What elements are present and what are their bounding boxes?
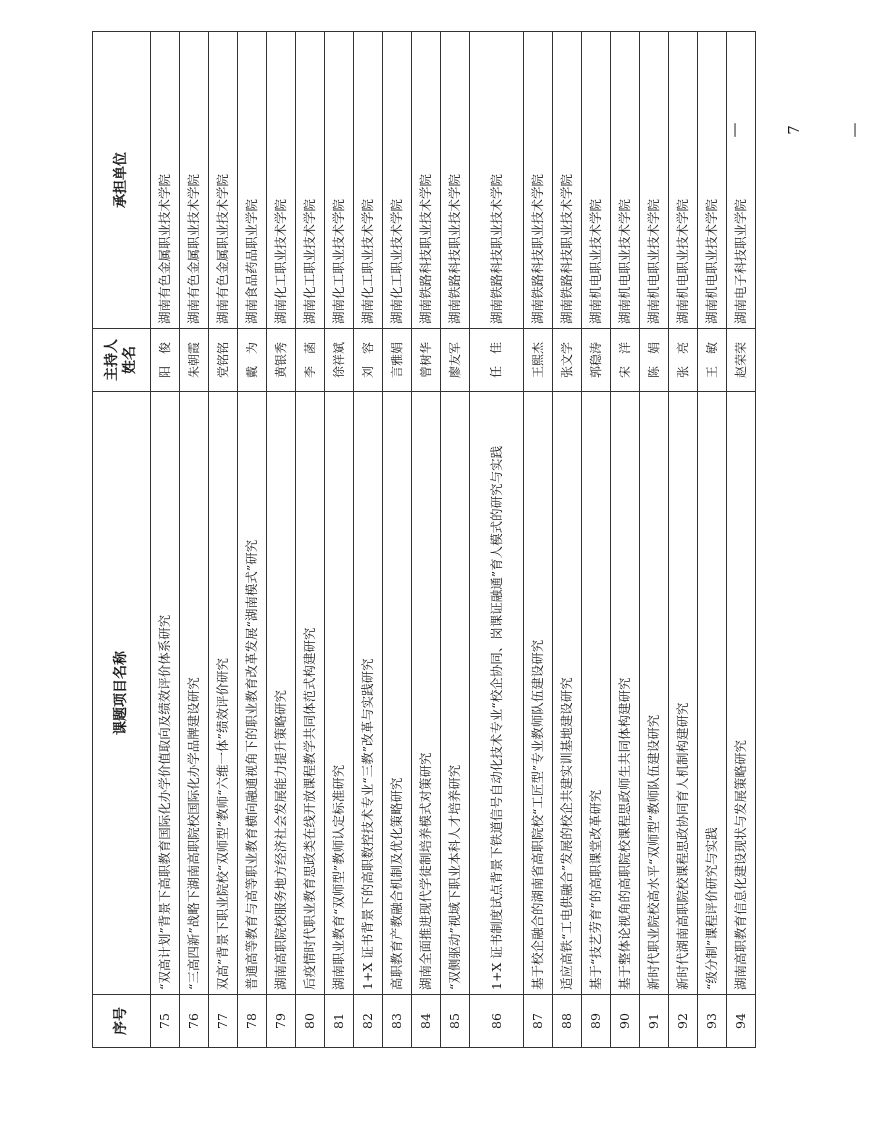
row-number: 85 bbox=[441, 995, 470, 1048]
row-title: 普通高等教育与高等职业教育横向融通视角下的职业教育改革发展“湖南模式”研究 bbox=[238, 392, 267, 995]
row-number: 77 bbox=[209, 995, 238, 1048]
row-host: 陈 娟 bbox=[640, 329, 669, 392]
rotated-table-region bbox=[92, 68, 749, 1048]
table-row bbox=[151, 32, 180, 1048]
table-row bbox=[611, 32, 640, 1048]
row-unit: 湖南化工职业技术学院 bbox=[267, 32, 296, 329]
row-number: 94 bbox=[727, 995, 756, 1048]
row-title: 新时代湖南高职院校课程思政协同育人机制构建研究 bbox=[669, 392, 698, 995]
row-unit: 湖南化工职业技术学院 bbox=[354, 32, 383, 329]
row-unit: 湖南铁路科技职业技术学院 bbox=[553, 32, 582, 329]
row-title: “三高四新”战略下湖南高职院校国际化办学品牌建设研究 bbox=[180, 392, 209, 995]
row-number: 89 bbox=[582, 995, 611, 1048]
row-title: 新时代职业院校高水平“双师型”教师队伍建设研究 bbox=[640, 392, 669, 995]
row-host: 戴 为 bbox=[238, 329, 267, 392]
row-host: 刘 容 bbox=[354, 329, 383, 392]
row-unit: 湖南化工职业技术学院 bbox=[325, 32, 354, 329]
table-row bbox=[524, 32, 553, 1048]
row-number: 75 bbox=[151, 995, 180, 1048]
row-host: 赵荣荣 bbox=[727, 329, 756, 392]
row-host: 朱朝霞 bbox=[180, 329, 209, 392]
row-title: 双高”背景下职业院校“双师型”教师“六维一体”绩效评价研究 bbox=[209, 392, 238, 995]
row-host: 党铭铭 bbox=[209, 329, 238, 392]
row-unit: 湖南化工职业技术学院 bbox=[383, 32, 412, 329]
row-unit: 湖南铁路科技职业技术学院 bbox=[470, 32, 524, 329]
row-unit: 湖南有色金属职业技术学院 bbox=[180, 32, 209, 329]
table-row bbox=[470, 32, 524, 1048]
row-host: 李 菡 bbox=[296, 329, 325, 392]
row-title: 湖南职业教育“双师型”教师认定标准研究 bbox=[325, 392, 354, 995]
row-number: 88 bbox=[553, 995, 582, 1048]
row-host: 徐祥斌 bbox=[325, 329, 354, 392]
row-unit: 湖南机电职业技术学院 bbox=[582, 32, 611, 329]
row-number: 81 bbox=[325, 995, 354, 1048]
row-unit: 湖南铁路科技职业技术学院 bbox=[524, 32, 553, 329]
row-title: 1+X 证书背景下的高职数控技术专业“三教”改革与实践研究 bbox=[354, 392, 383, 995]
row-host: 宋 洋 bbox=[611, 329, 640, 392]
row-number: 82 bbox=[354, 995, 383, 1048]
table-row bbox=[698, 32, 727, 1048]
row-title: 基于整体论视角的高职院校课程思政师生共同体构建研究 bbox=[611, 392, 640, 995]
table-row bbox=[727, 32, 756, 1048]
row-title: 湖南全面推进现代学徒制培养模式对策研究 bbox=[412, 392, 441, 995]
row-host: 任 佳 bbox=[470, 329, 524, 392]
row-number: 91 bbox=[640, 995, 669, 1048]
row-host: 阳 俊 bbox=[151, 329, 180, 392]
row-title: “级分制”课程评价研究与实践 bbox=[698, 392, 727, 995]
row-title: 湖南高职教育信息化建设现状与发展策略研究 bbox=[727, 392, 756, 995]
table-row bbox=[325, 32, 354, 1048]
row-unit: 湖南有色金属职业技术学院 bbox=[209, 32, 238, 329]
row-unit: 湖南机电职业技术学院 bbox=[698, 32, 727, 329]
row-title: 高职教育产教融合机制及优化策略研究 bbox=[383, 392, 412, 995]
row-number: 80 bbox=[296, 995, 325, 1048]
header-title: 课题项目名称 bbox=[93, 392, 151, 995]
row-host: 张文学 bbox=[553, 329, 582, 392]
table-header-row bbox=[93, 32, 151, 1048]
row-host: 王熙杰 bbox=[524, 329, 553, 392]
header-no: 序号 bbox=[93, 995, 151, 1048]
row-number: 86 bbox=[470, 995, 524, 1048]
row-title: 后疫情时代职业教育思政类在线开放课程教学共同体范式构建研究 bbox=[296, 392, 325, 995]
table-row bbox=[669, 32, 698, 1048]
row-host: 言雅娟 bbox=[383, 329, 412, 392]
row-number: 83 bbox=[383, 995, 412, 1048]
row-number: 93 bbox=[698, 995, 727, 1048]
row-unit: 湖南食品药品职业学院 bbox=[238, 32, 267, 329]
project-table bbox=[92, 31, 756, 1048]
row-number: 87 bbox=[524, 995, 553, 1048]
row-unit: 湖南铁路科技职业技术学院 bbox=[412, 32, 441, 329]
row-title: 基于校企融合的湖南省高职院校“工匠型”专业教师队伍建设研究 bbox=[524, 392, 553, 995]
table-row bbox=[553, 32, 582, 1048]
row-unit: 湖南机电职业技术学院 bbox=[640, 32, 669, 329]
row-number: 76 bbox=[180, 995, 209, 1048]
table-row bbox=[441, 32, 470, 1048]
table-row bbox=[296, 32, 325, 1048]
row-unit: 湖南有色金属职业技术学院 bbox=[151, 32, 180, 329]
row-title: 1+X 证书制度试点背景下铁道信号自动化技术专业“校企协同、岗课证融通”育人模式的研究与实践 bbox=[470, 392, 524, 995]
table-row bbox=[383, 32, 412, 1048]
row-unit: 湖南铁路科技职业技术学院 bbox=[441, 32, 470, 329]
row-title: 基于“技艺劳育”的高职课堂改革研究 bbox=[582, 392, 611, 995]
header-unit: 承担单位 bbox=[93, 32, 151, 329]
row-unit: 湖南机电职业技术学院 bbox=[669, 32, 698, 329]
row-host: 郭稳涛 bbox=[582, 329, 611, 392]
row-number: 90 bbox=[611, 995, 640, 1048]
row-number: 84 bbox=[412, 995, 441, 1048]
table-row bbox=[267, 32, 296, 1048]
table-row bbox=[640, 32, 669, 1048]
row-number: 92 bbox=[669, 995, 698, 1048]
row-title: “双侧驱动”视域下职业本科人才培养研究 bbox=[441, 392, 470, 995]
table-row bbox=[582, 32, 611, 1048]
row-unit: 湖南电子科技职业学院 bbox=[727, 32, 756, 329]
table-row bbox=[412, 32, 441, 1048]
table-body bbox=[151, 32, 756, 1048]
row-title: “双高计划”背景下高职教育国际化办学价值取向及绩效评价体系研究 bbox=[151, 392, 180, 995]
row-number: 79 bbox=[267, 995, 296, 1048]
table-row bbox=[354, 32, 383, 1048]
row-title: 适应高铁“工电供融合”发展的校企共建实训基地建设研究 bbox=[553, 392, 582, 995]
row-host: 廖友军 bbox=[441, 329, 470, 392]
row-number: 78 bbox=[238, 995, 267, 1048]
table-row bbox=[180, 32, 209, 1048]
row-title: 湖南高职院校服务地方经济社会发展能力提升策略研究 bbox=[267, 392, 296, 995]
row-host: 黄银秀 bbox=[267, 329, 296, 392]
table-row bbox=[238, 32, 267, 1048]
table-row bbox=[209, 32, 238, 1048]
row-host: 王 敏 bbox=[698, 329, 727, 392]
table-rotation-frame bbox=[92, 68, 749, 1048]
page-number: — 7 — bbox=[725, 122, 863, 138]
header-host: 主持人姓名 bbox=[93, 329, 151, 392]
row-host: 曾树华 bbox=[412, 329, 441, 392]
row-unit: 湖南化工职业技术学院 bbox=[296, 32, 325, 329]
row-unit: 湖南机电职业技术学院 bbox=[611, 32, 640, 329]
row-host: 张 亮 bbox=[669, 329, 698, 392]
